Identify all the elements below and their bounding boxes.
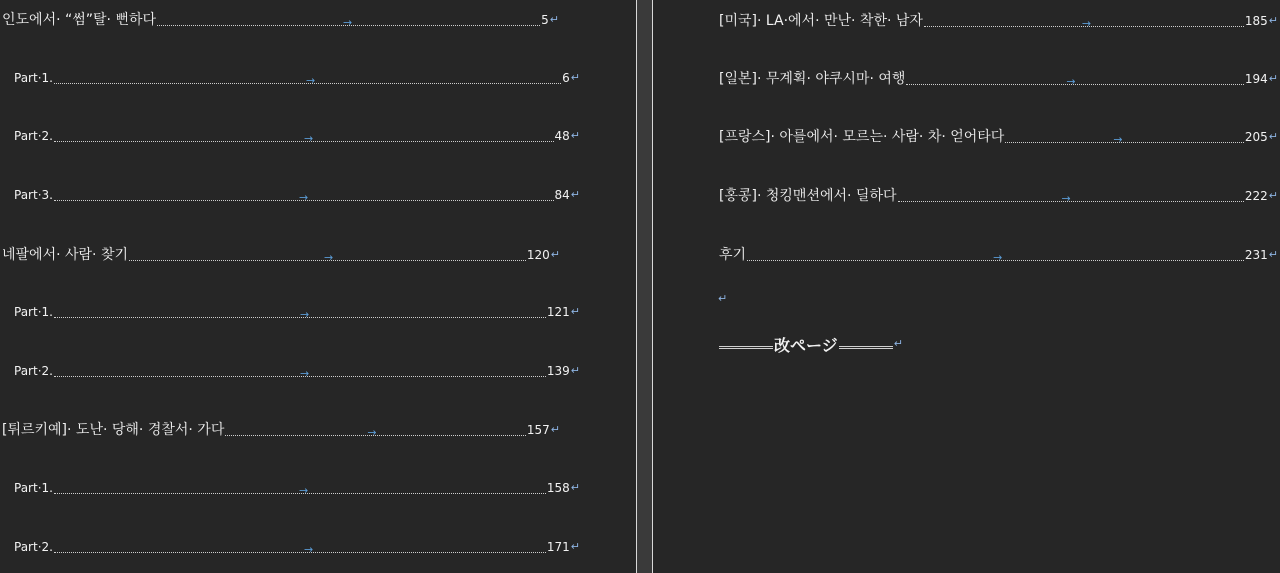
toc-entry[interactable] (719, 183, 1278, 205)
paragraph-mark-icon: ↵ (1268, 130, 1278, 143)
document-page-left[interactable] (0, 0, 636, 573)
page-break-label: 改ページ (774, 335, 838, 355)
page-break-line (839, 346, 893, 349)
dot-leader (129, 242, 526, 264)
toc-entry-page-number: 139 (546, 364, 570, 378)
toc-entry-title: Part·1. (14, 71, 53, 85)
toc-entry-page-number: 185 (1244, 14, 1268, 28)
toc-entry-title: Part·2. (14, 540, 53, 554)
paragraph-mark-icon: ↵ (570, 71, 580, 84)
toc-entry-title: Part·2. (14, 364, 53, 378)
toc-entry-page-number: 84 (554, 188, 570, 202)
dot-leader (54, 299, 546, 321)
toc-entry-title: [일본]· 무계획· 야쿠시마· 여행 (719, 71, 906, 87)
page-gutter (637, 0, 652, 573)
tab-arrow-icon: → (1081, 17, 1092, 30)
toc-entry[interactable] (14, 299, 580, 321)
paragraph-mark-icon: ↵ (549, 13, 559, 26)
paragraph-mark-icon: ↵ (570, 305, 580, 318)
toc-entry-page-number: 48 (554, 129, 570, 143)
toc-entry-title: [홍콩]· 청킹맨션에서· 딜하다 (719, 188, 897, 204)
dot-leader (157, 7, 540, 29)
tab-arrow-icon: → (298, 191, 309, 204)
paragraph-mark-icon: ↵ (1268, 248, 1278, 261)
dot-leader (1005, 124, 1244, 146)
dot-leader (747, 242, 1244, 264)
toc-entry-page-number: 194 (1244, 72, 1268, 86)
dot-leader (898, 183, 1244, 205)
dot-leader (54, 475, 546, 497)
toc-entry[interactable] (719, 124, 1278, 146)
toc-entry[interactable] (14, 182, 580, 204)
paragraph-mark-icon: ↵ (550, 248, 560, 261)
toc-entry[interactable] (14, 475, 580, 497)
tab-arrow-icon: → (299, 367, 310, 380)
paragraph-mark-icon: ↵ (1268, 189, 1278, 202)
toc-entry[interactable] (14, 534, 580, 556)
toc-entry[interactable] (719, 242, 1278, 264)
paragraph-mark-icon: ↵ (570, 481, 580, 494)
toc-entry-title: 네팔에서· 사람· 찾기 (2, 247, 128, 263)
dot-leader (54, 123, 554, 145)
toc-entry-title: Part·1. (14, 305, 53, 319)
dot-leader (54, 182, 554, 204)
toc-entry-title: [튀르키예]· 도난· 당해· 경찰서· 가다 (2, 422, 225, 438)
paragraph-mark-icon: ↵ (893, 337, 903, 350)
toc-entry[interactable] (2, 242, 560, 264)
tab-arrow-icon: → (303, 543, 314, 556)
toc-entry[interactable] (2, 7, 559, 29)
tab-arrow-icon: → (367, 426, 377, 439)
toc-entry-page-number: 157 (526, 423, 550, 437)
toc-entry[interactable] (719, 8, 1278, 30)
tab-arrow-icon: → (1113, 133, 1123, 146)
paragraph-mark-icon: ↵ (1268, 14, 1278, 27)
paragraph-mark-icon: ↵ (718, 292, 728, 305)
dot-leader (54, 65, 561, 87)
tab-arrow-icon: → (305, 74, 316, 87)
paragraph-mark-icon: ↵ (570, 188, 580, 201)
paragraph-mark-icon: ↵ (570, 364, 580, 377)
toc-entry-page-number: 6 (562, 71, 570, 85)
tab-arrow-icon: → (299, 308, 310, 321)
page-break-line (719, 346, 773, 349)
toc-entry-title: [프랑스]· 아를에서· 모르는· 사람· 차· 얻어타다 (719, 129, 1005, 145)
dot-leader (924, 8, 1244, 30)
toc-entry-page-number: 205 (1244, 130, 1268, 144)
page-break-marker (719, 333, 903, 355)
toc-entry[interactable] (14, 123, 580, 145)
toc-entry-page-number: 121 (546, 305, 570, 319)
toc-entry-page-number: 231 (1244, 248, 1268, 262)
dot-leader (54, 534, 546, 556)
toc-entry[interactable] (2, 417, 560, 439)
toc-entry-title: 후기 (719, 247, 747, 263)
toc-entry-title: [미국]· LA·에서· 만난· 착한· 남자 (719, 13, 923, 29)
toc-entry-page-number: 5 (541, 13, 549, 27)
tab-arrow-icon: → (324, 251, 334, 264)
toc-entry[interactable] (719, 66, 1278, 88)
paragraph-mark-icon: ↵ (550, 423, 560, 436)
toc-entry-page-number: 158 (546, 481, 570, 495)
dot-leader (225, 417, 526, 439)
tab-arrow-icon: → (1066, 75, 1076, 88)
toc-entry-title: 인도에서· “썸”탈· 뻔하다 (2, 12, 157, 28)
toc-entry-page-number: 120 (526, 248, 550, 262)
toc-entry-page-number: 171 (546, 540, 570, 554)
tab-arrow-icon: → (303, 132, 314, 145)
toc-entry-title: Part·2. (14, 129, 53, 143)
tab-arrow-icon: → (993, 251, 1003, 264)
paragraph-mark-icon: ↵ (570, 540, 580, 553)
toc-entry[interactable] (14, 65, 580, 87)
tab-arrow-icon: → (1061, 192, 1071, 205)
toc-entry[interactable] (14, 358, 580, 380)
paragraph-mark-icon: ↵ (570, 129, 580, 142)
toc-entry-page-number: 222 (1244, 189, 1268, 203)
paragraph-mark-icon: ↵ (1268, 72, 1278, 85)
tab-arrow-icon: → (343, 16, 353, 29)
tab-arrow-icon: → (298, 484, 309, 497)
toc-entry-title: Part·1. (14, 481, 53, 495)
toc-entry-title: Part·3. (14, 188, 53, 202)
dot-leader (906, 66, 1243, 88)
dot-leader (54, 358, 546, 380)
